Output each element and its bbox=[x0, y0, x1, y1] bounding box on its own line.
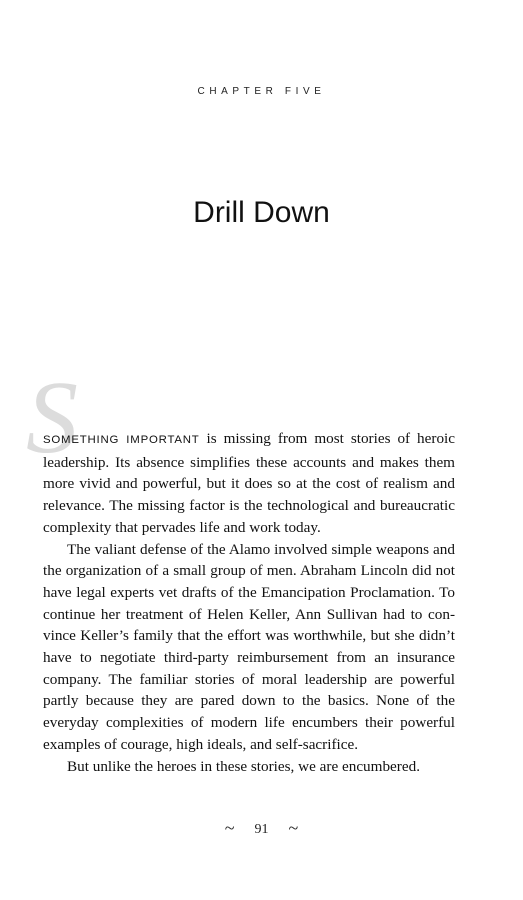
chapter-label: CHAPTER FIVE bbox=[197, 86, 326, 97]
body-text bbox=[43, 428, 455, 777]
opening-paragraph bbox=[43, 428, 455, 539]
lead-in: SOMETHING IMPORTANT bbox=[43, 434, 200, 446]
ornament-left: ~ bbox=[224, 818, 235, 838]
body-paragraph: The valiant defense of the Alamo involved simple weapons and the organization of a small group of men. Abraham Lincoln did not have legal experts vet drafts of the Emancipation Proclamation. To continue her treatment of Helen Keller, Ann Sullivan had to convince Keller’s family that the effort was worthwhile, but she didn’t have to negotiate third-party reimbursement from an insurance company. The familiar stories of moral leadership are powerful partly because they are pared down to the basics. None of the everyday complexities of modern life encumbers their powerful examples of courage, high ideals, and self-sacrifice. bbox=[43, 540, 455, 753]
page-number: 91 bbox=[254, 822, 269, 837]
page-footer bbox=[0, 818, 523, 839]
drop-initial: S bbox=[26, 360, 78, 475]
opening-paragraph-text: is missing from most stories of heroic leadership. Its absence simplifies these accounts and makes them more vivid and powerful, but it does so at the cost of realism and relevance. The missing factor is the technological and bureaucratic complexity that pervades life and work today. bbox=[43, 430, 456, 536]
chapter-title: Drill Down bbox=[193, 196, 330, 229]
body-paragraph: But unlike the heroes in these stories, we are encumbered. bbox=[67, 757, 420, 775]
ornament-right: ~ bbox=[288, 818, 299, 838]
